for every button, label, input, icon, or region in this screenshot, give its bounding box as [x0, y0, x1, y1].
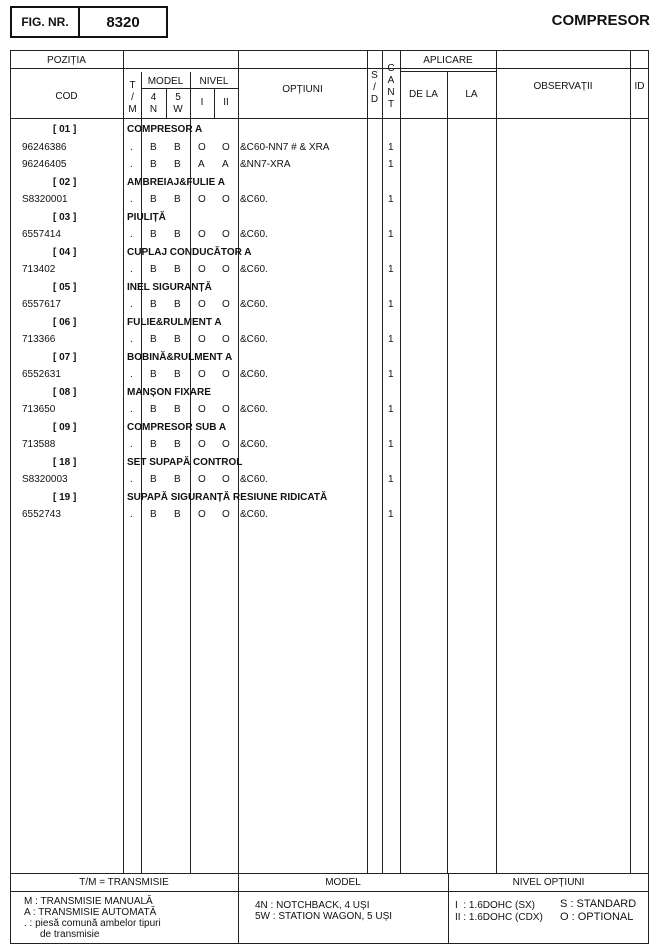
col-header-tm-t: T	[129, 80, 136, 91]
model-4n-value: B	[150, 509, 157, 520]
legend-divider	[10, 873, 649, 874]
nivel-ii-value: O	[222, 474, 230, 485]
position-number: [ 01 ]	[53, 124, 77, 135]
model-4n-value: B	[150, 369, 157, 380]
col-header-sd-slash: /	[373, 82, 376, 93]
model-5w-value: B	[174, 439, 181, 450]
col-line-id	[630, 50, 631, 873]
legend-tm-line-2: A : TRANSMISIE AUTOMATĂ	[24, 907, 157, 918]
model-5w-value: B	[174, 194, 181, 205]
position-number: [ 04 ]	[53, 246, 77, 258]
legend-standard: S : STANDARD	[560, 898, 637, 910]
parts-table	[10, 50, 649, 944]
options-value: &C60.	[240, 194, 268, 205]
col-header-tm-slash: /	[131, 92, 134, 103]
nivel-ii-value: O	[222, 509, 230, 520]
quantity-value: 1	[388, 229, 394, 240]
part-code: 713650	[22, 404, 56, 415]
part-description: CUPLAJ CONDUCĂTOR A	[127, 246, 252, 258]
part-description: SUPAPĂ SIGURANȚĂ RESIUNE RIDICATĂ	[127, 491, 328, 503]
col-header-nivel-ii: II	[223, 97, 229, 108]
quantity-value: 1	[388, 509, 394, 520]
model-4n-value: B	[150, 159, 157, 170]
nivel-ii-value: O	[222, 141, 230, 153]
model-4n-value: B	[150, 439, 157, 450]
tm-value: .	[130, 299, 133, 310]
quantity-value: 1	[388, 264, 394, 275]
tm-value: .	[130, 509, 133, 520]
col-header-de-la: DE LA	[409, 89, 438, 100]
legend-nivel-line-2: II : 1.6DOHC (CDX)	[455, 912, 543, 923]
nivel-ii-value: O	[222, 264, 230, 275]
part-code: S8320001	[22, 194, 68, 205]
legend-optional: O : OPTIONAL	[560, 911, 634, 923]
nivel-i-value: O	[198, 229, 206, 240]
nivel-i-value: O	[198, 264, 206, 275]
model-5w-value: B	[174, 404, 181, 415]
nivel-ii-value: O	[222, 229, 230, 240]
part-description: PIULIȚĂ	[127, 211, 166, 223]
col-header-model-5: 5	[175, 92, 181, 103]
position-number: [ 08 ]	[53, 386, 77, 398]
options-value: &C60.	[240, 369, 268, 380]
model-5w-value: B	[174, 299, 181, 310]
options-value: &C60.	[240, 474, 268, 485]
nivel-i-value: O	[198, 474, 206, 485]
legend-tm-title: T/M = TRANSMISIE	[79, 877, 169, 888]
header-divider-aplicare	[400, 71, 496, 72]
col-header-aplicare: APLICARE	[423, 55, 473, 66]
options-value: &C60.	[240, 299, 268, 310]
tm-value: .	[130, 264, 133, 275]
page-title: COMPRESOR	[551, 12, 650, 29]
nivel-i-value: O	[198, 509, 206, 520]
part-code: 713402	[22, 264, 56, 275]
model-5w-value: B	[174, 264, 181, 275]
position-number: [ 05 ]	[53, 281, 77, 293]
legend-tm-line-1: M : TRANSMISIE MANUALĂ	[24, 896, 153, 907]
position-number: [ 03 ]	[53, 211, 77, 223]
model-5w-value: B	[174, 369, 181, 380]
nivel-i-value: O	[198, 369, 206, 380]
quantity-value: 1	[388, 474, 394, 485]
col-header-pozitia: POZIȚIA	[47, 55, 86, 66]
col-header-optiuni: OPȚIUNI	[282, 84, 323, 95]
col-header-tm-m: M	[128, 104, 137, 115]
part-code: 96246386	[22, 141, 67, 153]
col-header-model-w: W	[173, 104, 183, 115]
part-code: 6557617	[22, 299, 61, 310]
part-code: 6552631	[22, 369, 61, 380]
col-header-sd-s: S	[371, 70, 378, 81]
part-description: AMBREIAJ&FULIE A	[127, 176, 225, 188]
part-description: BOBINĂ&RULMENT A	[127, 351, 233, 363]
model-4n-value: B	[150, 404, 157, 415]
nivel-i-value: O	[198, 334, 206, 345]
col-header-cant-t: T	[387, 99, 395, 110]
quantity-value: 1	[388, 334, 394, 345]
nivel-ii-value: O	[222, 334, 230, 345]
col-line-la	[447, 71, 448, 873]
fig-label: FIG. NR.	[10, 6, 80, 38]
part-code: 96246405	[22, 159, 67, 170]
model-4n-value: B	[150, 194, 157, 205]
options-value: &C60.	[240, 509, 268, 520]
part-description: COMPRESOR A	[127, 124, 203, 135]
nivel-i-value: O	[198, 141, 206, 153]
legend-title-divider	[10, 891, 649, 892]
col-line-tm	[123, 50, 124, 873]
tm-value: .	[130, 474, 133, 485]
nivel-ii-value: O	[222, 439, 230, 450]
col-header-model: MODEL	[147, 76, 184, 87]
tm-value: .	[130, 404, 133, 415]
col-header-nivel: NIVEL	[199, 76, 229, 87]
model-4n-value: B	[150, 334, 157, 345]
legend-model-line-1: 4N : NOTCHBACK, 4 UȘI	[255, 900, 370, 911]
tm-value: .	[130, 369, 133, 380]
col-header-cant-c: C	[387, 63, 395, 74]
col-header-cant-a: A	[387, 75, 395, 86]
options-value: &C60-NN7 # & XRA	[240, 141, 330, 153]
position-number: [ 09 ]	[53, 421, 77, 433]
col-line-cant	[382, 50, 383, 873]
position-number: [ 19 ]	[53, 491, 77, 503]
part-description: SET SUPAPĂ CONTROL	[127, 456, 243, 468]
model-4n-value: B	[150, 299, 157, 310]
legend-tm-line-4: de transmisie	[40, 929, 100, 940]
nivel-i-value: O	[198, 194, 206, 205]
part-code: 713588	[22, 439, 56, 450]
quantity-value: 1	[388, 194, 394, 205]
part-code: S8320003	[22, 474, 68, 485]
nivel-i-value: O	[198, 299, 206, 310]
model-4n-value: B	[150, 474, 157, 485]
header-divider-top	[10, 68, 649, 69]
tm-value: .	[130, 334, 133, 345]
legend-nivel-title: NIVEL OPȚIUNI	[512, 877, 585, 888]
col-header-sd-d: D	[370, 94, 379, 105]
col-header-la: LA	[465, 89, 478, 100]
tm-value: .	[130, 141, 133, 153]
quantity-value: 1	[388, 369, 394, 380]
model-4n-value: B	[150, 141, 157, 153]
col-line-nivel	[190, 72, 191, 873]
options-value: &C60.	[240, 264, 268, 275]
legend-nivel-line-1: I : 1.6DOHC (SX)	[455, 900, 536, 911]
tm-value: .	[130, 229, 133, 240]
nivel-ii-value: O	[222, 194, 230, 205]
model-5w-value: B	[174, 509, 181, 520]
model-4n-value: B	[150, 264, 157, 275]
position-number: [ 06 ]	[53, 316, 77, 328]
options-value: &C60.	[240, 334, 268, 345]
nivel-ii-value: O	[222, 299, 230, 310]
options-value: &C60.	[240, 439, 268, 450]
col-header-id: ID	[634, 81, 645, 92]
quantity-value: 1	[388, 404, 394, 415]
options-value: &NN7-XRA	[240, 159, 291, 170]
model-5w-value: B	[174, 159, 181, 170]
model-5w-value: B	[174, 229, 181, 240]
model-4n-value: B	[150, 229, 157, 240]
nivel-ii-value: A	[222, 159, 229, 170]
part-description: FULIE&RULMENT A	[127, 316, 222, 328]
col-header-model-n: N	[149, 104, 158, 115]
tm-value: .	[130, 159, 133, 170]
part-description: MANȘON FIXARE	[127, 386, 211, 398]
nivel-i-value: O	[198, 439, 206, 450]
options-value: &C60.	[240, 229, 268, 240]
quantity-value: 1	[388, 159, 394, 170]
legend-tm-line-3: . : piesă comună ambelor tipuri	[24, 918, 161, 929]
col-line-obs	[496, 50, 497, 873]
legend-model-title: MODEL	[325, 877, 361, 888]
position-number: [ 07 ]	[53, 351, 77, 363]
col-header-cant-n: N	[387, 87, 395, 98]
position-number: [ 18 ]	[53, 456, 77, 468]
col-header-model-4: 4	[150, 92, 157, 103]
col-header-observatii: OBSERVAȚII	[533, 81, 593, 92]
nivel-i-value: O	[198, 404, 206, 415]
tm-value: .	[130, 194, 133, 205]
col-header-nivel-i: I	[200, 97, 204, 108]
col-line-sd	[367, 50, 368, 873]
fig-number: 8320	[80, 6, 168, 38]
model-5w-value: B	[174, 474, 181, 485]
tm-value: .	[130, 439, 133, 450]
legend-model-line-2: 5W : STATION WAGON, 5 UȘI	[255, 911, 393, 922]
part-code: 6552743	[22, 509, 61, 520]
model-5w-value: B	[174, 334, 181, 345]
part-code: 6557414	[22, 229, 61, 240]
nivel-i-value: A	[198, 159, 205, 170]
part-description: COMPRESOR SUB A	[127, 421, 227, 433]
header-divider-bottom	[10, 118, 649, 119]
model-5w-value: B	[174, 141, 181, 153]
nivel-ii-value: O	[222, 404, 230, 415]
quantity-value: 1	[388, 141, 394, 153]
part-description: INEL SIGURANȚĂ	[127, 281, 212, 293]
col-header-cod: COD	[55, 91, 78, 102]
options-value: &C60.	[240, 404, 268, 415]
col-line-model	[141, 72, 142, 873]
col-line-dela	[400, 50, 401, 873]
quantity-value: 1	[388, 439, 394, 450]
nivel-ii-value: O	[222, 369, 230, 380]
quantity-value: 1	[388, 299, 394, 310]
part-code: 713366	[22, 334, 56, 345]
position-number: [ 02 ]	[53, 176, 77, 188]
